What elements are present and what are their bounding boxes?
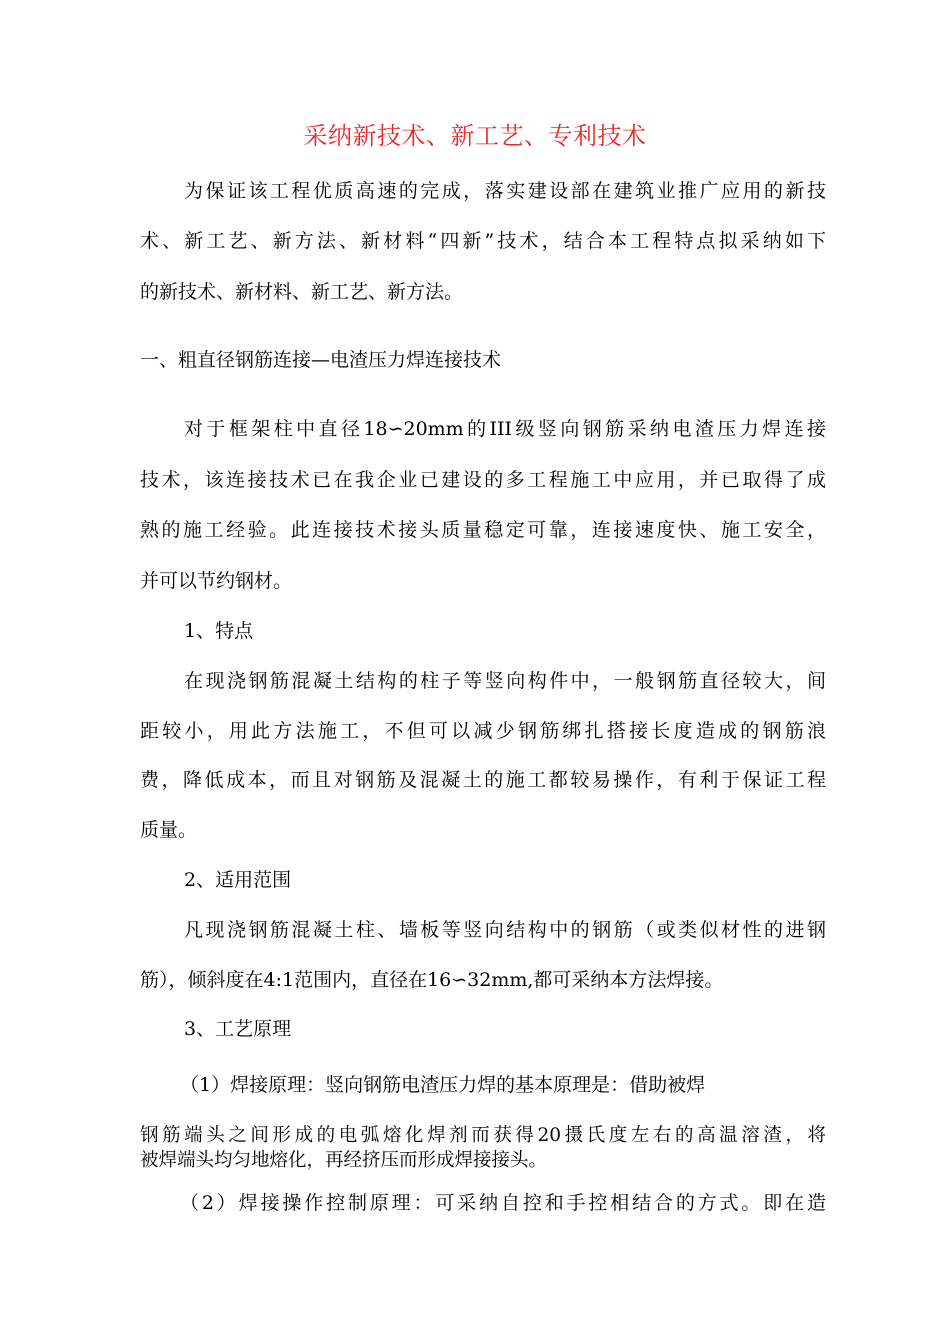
scope-line-2: 筋），倾斜度在4:1范围内，直径在16∽32mm,都可采纳本方法焊接。 [140,969,724,991]
features-line-2: 距较小，用此方法施工，不但可以减少钢筋绑扎搭接长度造成的钢筋浪 [140,720,826,742]
intro-line-2: 术、新工艺、新方法、新材料“四新”技术，结合本工程特点拟采纳如下 [140,230,826,252]
features-line-4: 质量。 [140,819,198,841]
principle-item1-line-2: 钢筋端头之间形成的电弧熔化焊剂而获得20摄氏度左右的高温溶渣，将 [140,1125,826,1146]
principle-item1-line-3: 被焊端头均匀地熔化，再经挤压而形成焊接接头。 [140,1150,548,1171]
section1-line-2: 技术，该连接技术已在我企业已建设的多工程施工中应用，并已取得了成 [140,469,826,491]
section1-line-3: 熟的施工经验。此连接技术接头质量稳定可靠，连接速度快、施工安全， [140,519,826,541]
scope-line-1: 凡现浇钢筋混凝土柱、墙板等竖向结构中的钢筋（或类似材性的进钢 [184,919,826,941]
section-heading-1: 一、粗直径钢筋连接—电渣压力焊连接技术 [140,349,502,371]
intro-line-1: 为保证该工程优质高速的完成，落实建设部在建筑业推广应用的新技 [184,180,826,202]
section1-line-1: 对于框架柱中直径18∽20mm的III级竖向钢筋采纳电渣压力焊连接 [184,418,826,440]
features-line-1: 在现浇钢筋混凝土结构的柱子等竖向构件中，一般钢筋直径较大，间 [184,670,826,692]
principle-item2-line-1: （2）焊接操作控制原理：可采纳自控和手控相结合的方式。即在造 [180,1192,826,1214]
intro-line-3: 的新技术、新材料、新工艺、新方法。 [140,281,464,303]
principle-item1-line-1: （1）焊接原理：竖向钢筋电渣压力焊的基本原理是：借助被焊 [180,1074,706,1096]
subheading-scope: 2、适用范围 [184,869,292,891]
section1-line-4: 并可以节约钢材。 [140,570,293,592]
document-title: 采纳新技术、新工艺、专利技术 [303,122,647,150]
features-line-3: 费，降低成本，而且对钢筋及混凝土的施工都较易操作，有利于保证工程 [140,769,826,791]
subheading-principle: 3、工艺原理 [184,1018,292,1040]
subheading-features: 1、特点 [184,620,254,642]
